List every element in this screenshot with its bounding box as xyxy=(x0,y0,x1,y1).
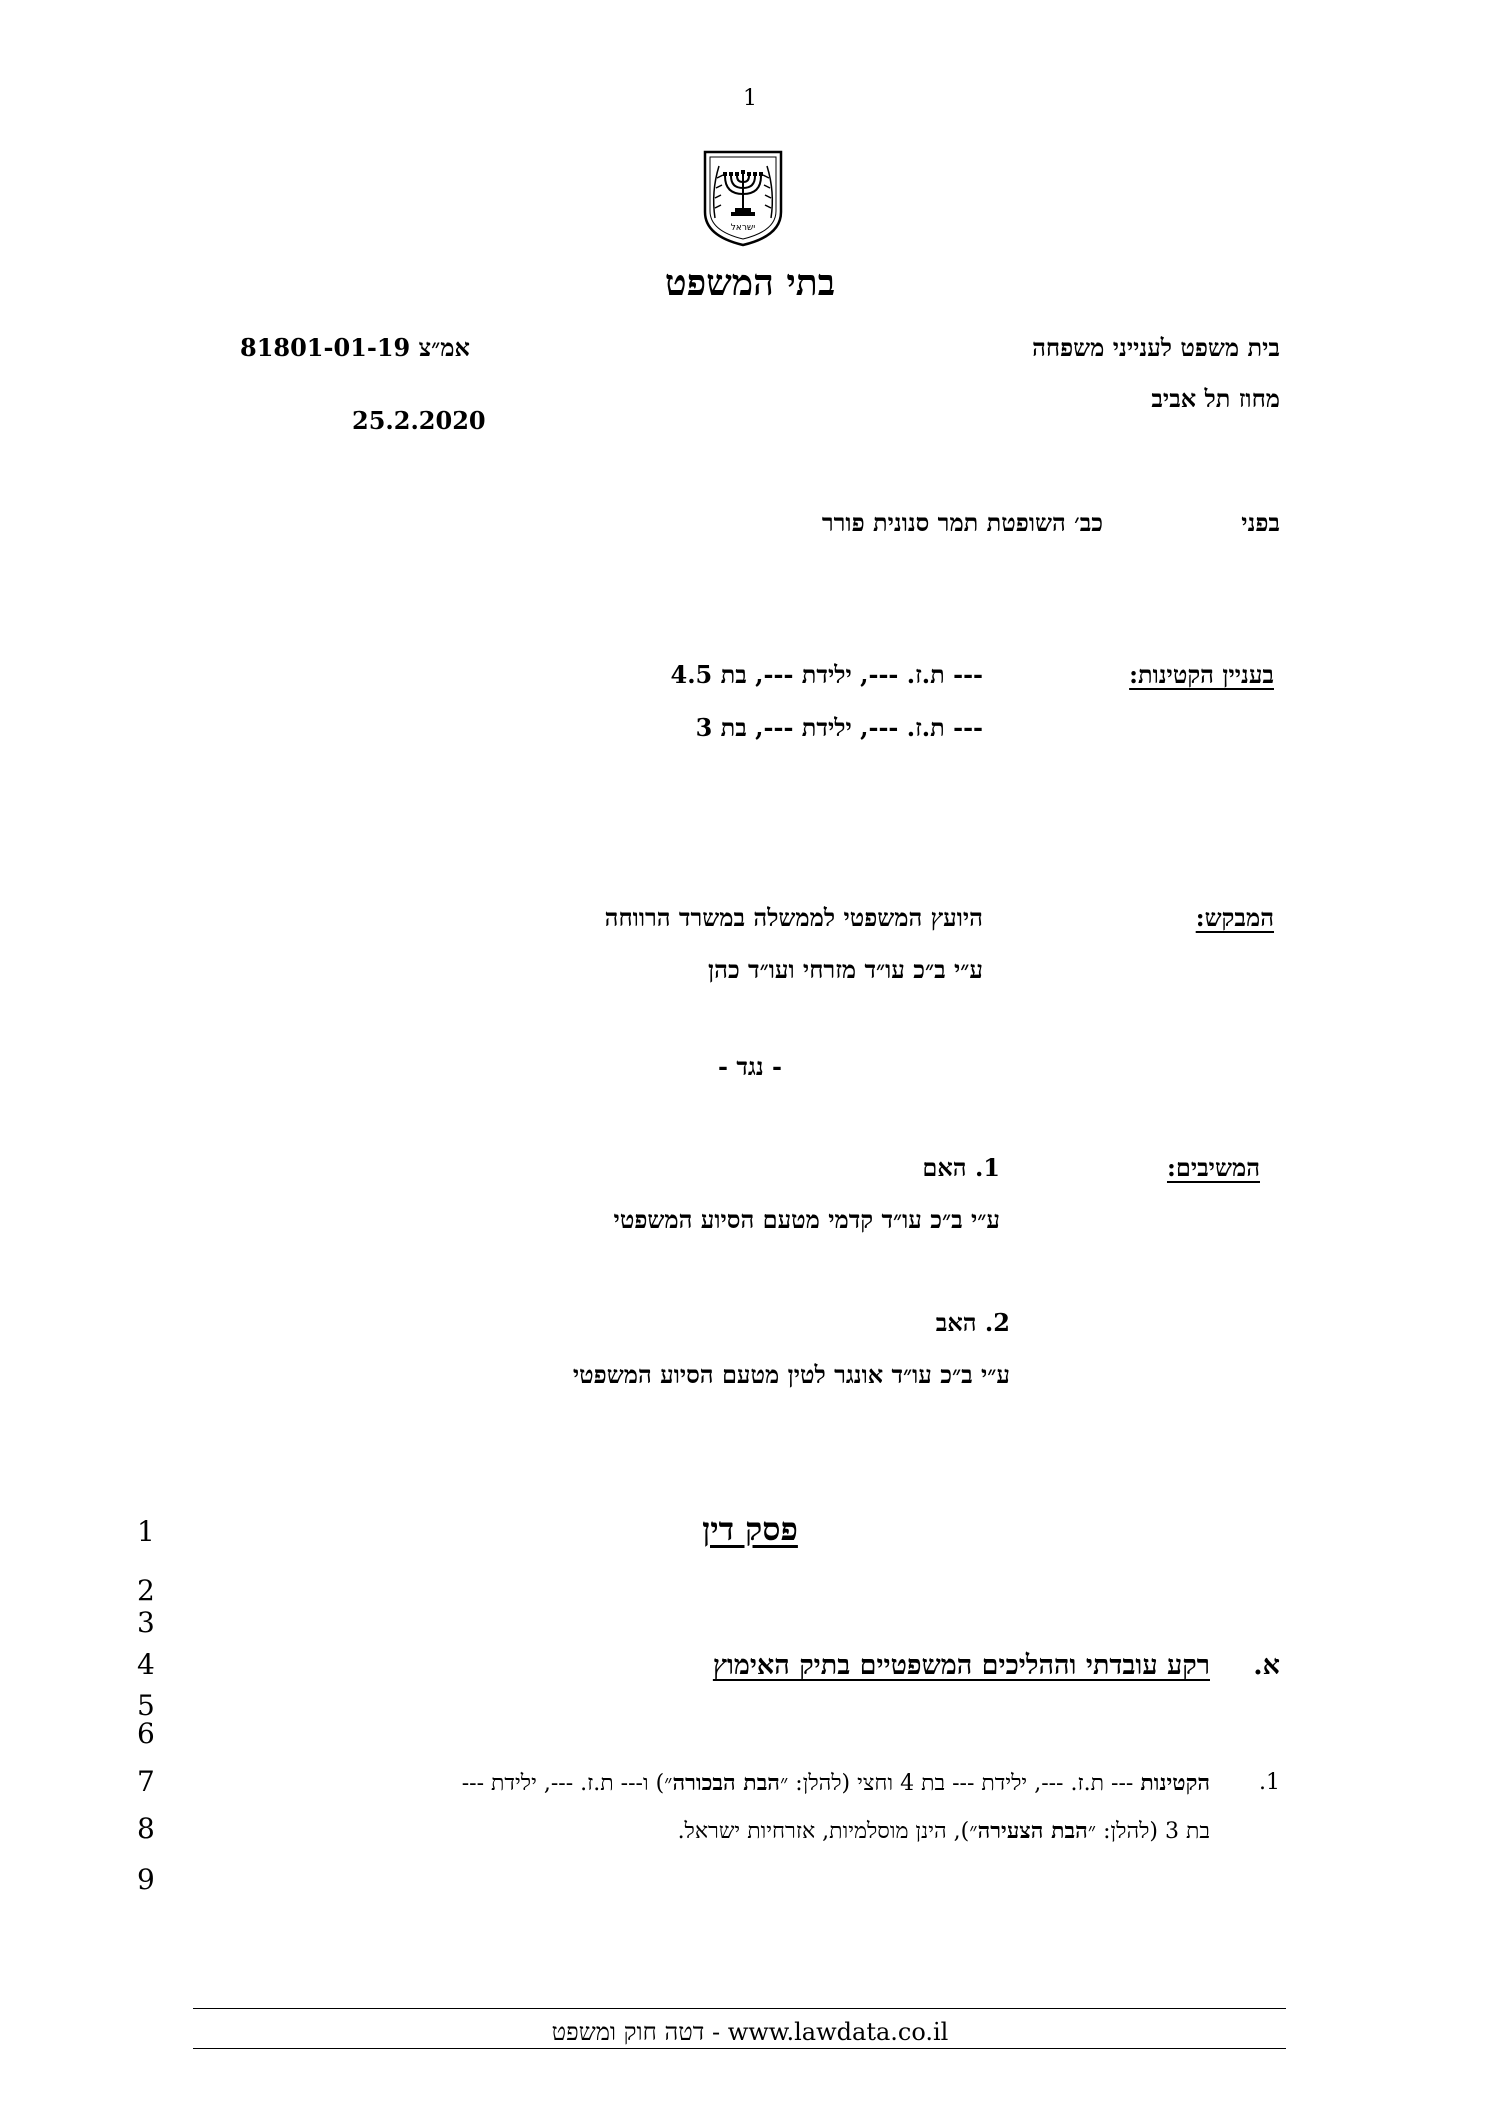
paragraph-text: ״) ו--- ת.ז. ---, ילידת --- xyxy=(461,1771,673,1796)
term-minors: הקטינות xyxy=(1140,1770,1210,1796)
paragraph-text: --- ת.ז. ---, ילידת --- בת 4 וחצי (להלן: ״ xyxy=(779,1771,1141,1796)
case-number: 81801-01-19 אמ״צ xyxy=(240,333,470,362)
respondent-2-name: 2. האב xyxy=(935,1308,1010,1337)
line-number: 4 xyxy=(137,1648,155,1681)
paragraph-line xyxy=(462,1770,1210,1796)
applicant-representative: ע״י ב״כ עו״ד מזרחי ועו״ד כהן xyxy=(708,955,983,984)
minor-2-details: --- ת.ז. ---, ילידת ---, בת 3 xyxy=(695,713,983,742)
respondent-1-name: 1. האם xyxy=(922,1153,1000,1182)
line-number: 6 xyxy=(137,1717,155,1750)
footer-rule-bottom xyxy=(193,2048,1286,2049)
minors-label: בעניין הקטינות: xyxy=(1129,660,1274,689)
line-number: 9 xyxy=(137,1863,155,1896)
line-number: 3 xyxy=(137,1606,155,1639)
respondents-label: המשיבים: xyxy=(1166,1153,1260,1182)
court-district: מחוז תל אביב xyxy=(1151,384,1280,413)
applicant-label: המבקש: xyxy=(1195,903,1274,932)
footer-source: www.lawdata.co.il - דטה חוק ומשפט xyxy=(551,2018,949,2046)
verdict-title: פסק דין xyxy=(702,1510,798,1548)
term-younger-daughter: הבת הצעירה xyxy=(977,1818,1088,1844)
line-number: 1 xyxy=(137,1515,155,1548)
footer-rule-top xyxy=(193,2008,1286,2009)
versus-divider: - נגד - xyxy=(718,1052,782,1081)
paragraph-text: ״), הינן מוסלמיות, אזרחיות ישראל. xyxy=(677,1819,978,1844)
paragraph-line xyxy=(678,1818,1210,1844)
term-eldest-daughter: הבת הבכורה xyxy=(672,1770,780,1796)
respondent-2-representative: ע״י ב״כ עו״ד אונגר לטין מטעם הסיוע המשפטי xyxy=(572,1360,1010,1389)
court-name: בית משפט לענייני משפחה xyxy=(1032,333,1280,362)
applicant-name: היועץ המשפטי לממשלה במשרד הרווחה xyxy=(604,903,983,932)
judge-name: כב׳ השופטת תמר סנונית פורר xyxy=(821,508,1103,537)
paragraph-number: 1. xyxy=(1259,1770,1280,1795)
section-title: רקע עובדתי וההליכים המשפטיים בתיק האימוץ xyxy=(712,1650,1210,1681)
before-label: בפני xyxy=(1241,508,1280,537)
header-title: בתי המשפט xyxy=(664,262,836,304)
section-letter: א. xyxy=(1253,1650,1280,1681)
line-number: 5 xyxy=(137,1689,155,1722)
page-number: 1 xyxy=(743,86,757,111)
paragraph-text: בת 3 (להלן: ״ xyxy=(1087,1819,1210,1844)
line-number: 8 xyxy=(137,1812,155,1845)
line-number: 7 xyxy=(137,1765,155,1798)
respondent-1-representative: ע״י ב״כ עו״ד קדמי מטעם הסיוע המשפטי xyxy=(613,1205,1000,1234)
state-emblem-icon xyxy=(701,148,785,248)
hearing-date: 25.2.2020 xyxy=(352,406,486,435)
line-number: 2 xyxy=(137,1574,155,1607)
minor-1-details: --- ת.ז. ---, ילידת ---, בת 4.5 xyxy=(670,660,983,689)
emblem-text: ישראל xyxy=(730,223,756,233)
